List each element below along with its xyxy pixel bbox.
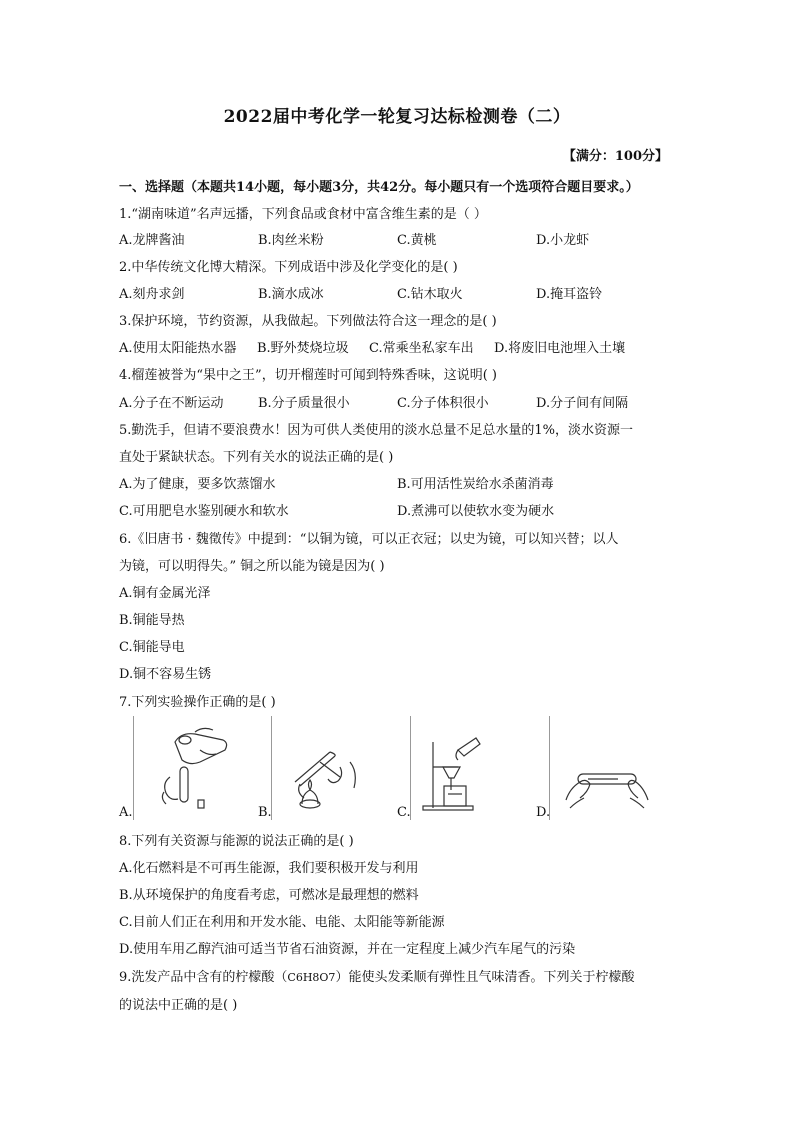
q9-stem-part2: ）能使头发柔顺有弹性且气味清香。下列关于柠檬酸 — [335, 970, 635, 985]
q8-option-a: A.化石燃料是不可再生能源，我们要积极开发与利用 — [119, 861, 419, 876]
q9-stem-part1: 9.洗发产品中含有的柠檬酸（ — [119, 970, 288, 985]
full-score: 【满分：100分】 — [562, 149, 668, 164]
q2-option-b: B.滴水成冰 — [258, 287, 324, 302]
q8-option-c: C.目前人们正在利用和开发水能、电能、太阳能等新能源 — [119, 915, 445, 930]
question-8-stem: 8.下列有关资源与能源的说法正确的是( ) — [119, 834, 354, 849]
q6-option-d: D.铜不容易生锈 — [119, 667, 212, 682]
q8-option-d: D.使用车用乙醇汽油可适当节省石油资源，并在一定程度上减少汽车尾气的污染 — [119, 942, 576, 957]
q4-option-d: D.分子间有间隔 — [536, 396, 629, 411]
pouring-liquid-figure — [140, 722, 265, 812]
question-5-stem-line1: 5.勤洗手，但请不要浪费水！因为可供人类使用的淡水总量不足总水量的1%，淡水资源一 — [119, 423, 634, 438]
question-4-stem: 4.榴莲被誉为“果中之王”，切开榴莲时可闻到特殊香味，这说明( ) — [119, 368, 497, 383]
q6-option-b: B.铜能导热 — [119, 613, 185, 628]
q3-option-d: D.将废旧电池埋入土壤 — [494, 341, 626, 356]
citric-acid-formula: C6H8O7 — [287, 971, 336, 984]
q3-option-c: C.常乘坐私家车出 — [369, 341, 474, 356]
q5-option-b: B.可用活性炭给水杀菌消毒 — [397, 477, 554, 492]
question-9-stem-line1 — [119, 966, 634, 985]
question-5-stem-line2: 直处于紧缺状态。下列有关水的说法正确的是( ) — [119, 450, 394, 465]
q2-option-c: C.钻木取火 — [397, 287, 463, 302]
q4-option-c: C.分子体积很小 — [397, 396, 489, 411]
question-7-stem: 7.下列实验操作正确的是( ) — [119, 695, 276, 710]
q7-option-c: C. — [397, 805, 411, 820]
q3-option-b: B.野外焚烧垃圾 — [257, 341, 349, 356]
q7-option-a: A. — [119, 805, 133, 820]
q2-option-d: D.掩耳盗铃 — [536, 287, 603, 302]
q2-option-a: A.刻舟求剑 — [119, 287, 185, 302]
q5-option-d: D.煮沸可以使软水变为硬水 — [397, 504, 555, 519]
filtration-figure — [418, 722, 543, 812]
section-heading: 一、选择题（本题共14小题，每小题3分，共42分。每小题只有一个选项符合题目要求。） — [119, 180, 639, 195]
q1-option-c: C.黄桃 — [397, 233, 437, 248]
question-9-stem-line2: 的说法中正确的是( ) — [119, 998, 238, 1013]
figure-divider — [133, 716, 134, 820]
q4-option-b: B.分子质量很小 — [258, 396, 350, 411]
q7-option-d: D. — [536, 805, 551, 820]
page-title: 2022届中考化学一轮复习达标检测卷（二） — [223, 107, 571, 127]
q1-option-d: D.小龙虾 — [536, 233, 590, 248]
q3-option-a: A.使用太阳能热水器 — [119, 341, 237, 356]
q4-option-a: A.分子在不断运动 — [119, 396, 224, 411]
heating-test-tube-figure — [280, 722, 405, 812]
question-3-stem: 3.保护环境，节约资源，从我做起。下列做法符合这一理念的是( ) — [119, 314, 497, 329]
q6-option-c: C.铜能导电 — [119, 640, 185, 655]
q6-option-a: A.铜有金属光泽 — [119, 586, 211, 601]
q1-option-b: B.肉丝米粉 — [258, 233, 324, 248]
q7-option-b: B. — [258, 805, 272, 820]
question-6-stem-line2: 为镜，可以明得失。” 铜之所以能为镜是因为( ) — [119, 559, 385, 574]
q5-option-a: A.为了健康，要多饮蒸馏水 — [119, 477, 276, 492]
shaking-test-tube-figure — [558, 722, 683, 812]
question-6-stem-line1: 6.《旧唐书 · 魏徵传》中提到：“以铜为镜，可以正衣冠；以史为镜，可以知兴替；以人 — [119, 532, 619, 547]
question-1-stem: 1.“湖南味道”名声远播，下列食品或食材中富含维生素的是（ ） — [119, 207, 487, 222]
q1-option-a: A.龙牌酱油 — [119, 233, 185, 248]
q5-option-c: C.可用肥皂水鉴别硬水和软水 — [119, 504, 289, 519]
q8-option-b: B.从环境保护的角度看考虑，可燃冰是最理想的燃料 — [119, 888, 419, 903]
question-2-stem: 2.中华传统文化博大精深。下列成语中涉及化学变化的是( ) — [119, 260, 458, 275]
